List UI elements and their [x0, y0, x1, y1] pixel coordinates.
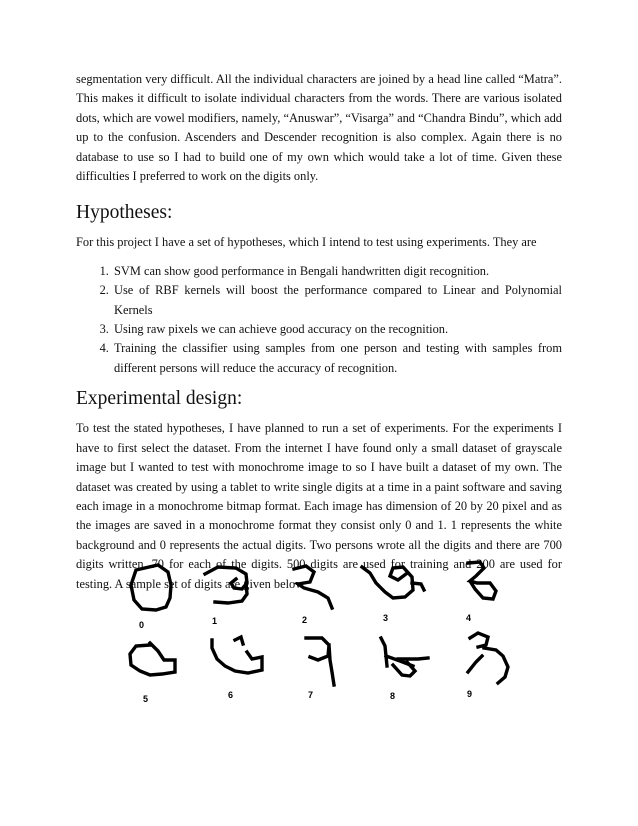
document-page — [76, 70, 562, 594]
digit-sample-5-glyph — [130, 643, 175, 675]
digit-label-1: 1 — [212, 616, 218, 626]
intro-paragraph: segmentation very difficult. All the individual characters are joined by a head line called “Matra”. This makes it difficult to isolate individual characters from the words. There are various isolated dots, which are vowel modifiers, namely, “Anuswar”, “Visarga” and “Chandra Bindu”, which add up to the confusion. Ascenders and Descender recognition is also complex. Again there is no database to use so I had to build one of my own which would take a lot of time. Given these difficulties I preferred to work on the digits only. — [76, 72, 562, 184]
experimental-design-heading: Experimental design: — [76, 388, 243, 410]
hypothesis-item: 3. Using raw pixels we can achieve good accuracy on the recognition. — [112, 320, 562, 339]
digit-label-5: 5 — [143, 694, 149, 704]
digit-label-0: 0 — [139, 620, 145, 630]
hypotheses-intro: For this project I have a set of hypotheses, which I intend to test using experiments. They are — [76, 235, 537, 250]
digit-label-4: 4 — [466, 613, 472, 623]
hypothesis-item: 2. Use of RBF kernels will boost the performance compared to Linear and Polynomial Kernels — [112, 281, 562, 320]
hypotheses-heading: Hypotheses: — [76, 202, 173, 224]
digit-sample-6-glyph — [212, 637, 262, 673]
experimental-design-paragraph: To test the stated hypotheses, I have planned to run a set of experiments. For the experiments I have to first select the dataset. From the internet I have found only a small dataset of grayscale image but I wanted to test with monochrome image to so I have built a dataset of my own. The dataset was created by using a tablet to write single digits at a time in a paint software and saving each image in a monochrome bitmap format. Each image has dimension of 20 by 20 pixel and as the images are saved in a monochrome format they consist only 0 and 1. 1 represents the white background and 0 represents the actual digits. Two persons wrote all the digits and there are 700 digits written, 70 for each of the digits. 500 digits are used for training and 200 are used for testing. A sample set of digits are given below. — [76, 421, 562, 591]
digit-sample-9-glyph — [468, 633, 508, 683]
digit-label-7: 7 — [308, 690, 314, 700]
digit-sample-7-glyph — [306, 638, 334, 685]
digit-label-8: 8 — [390, 691, 396, 701]
digit-label-3: 3 — [383, 613, 389, 623]
digit-label-6: 6 — [228, 690, 234, 700]
digit-sample-8-glyph — [381, 638, 428, 676]
hypothesis-item: 1. SVM can show good performance in Bengali handwritten digit recognition. — [112, 262, 562, 281]
digit-label-9: 9 — [467, 689, 473, 699]
digit-label-2: 2 — [302, 615, 308, 625]
hypothesis-item: 4. Training the classifier using samples from one person and testing with samples from different persons will reduce the accuracy of recognition. — [112, 339, 562, 378]
hypotheses-list — [76, 262, 562, 378]
